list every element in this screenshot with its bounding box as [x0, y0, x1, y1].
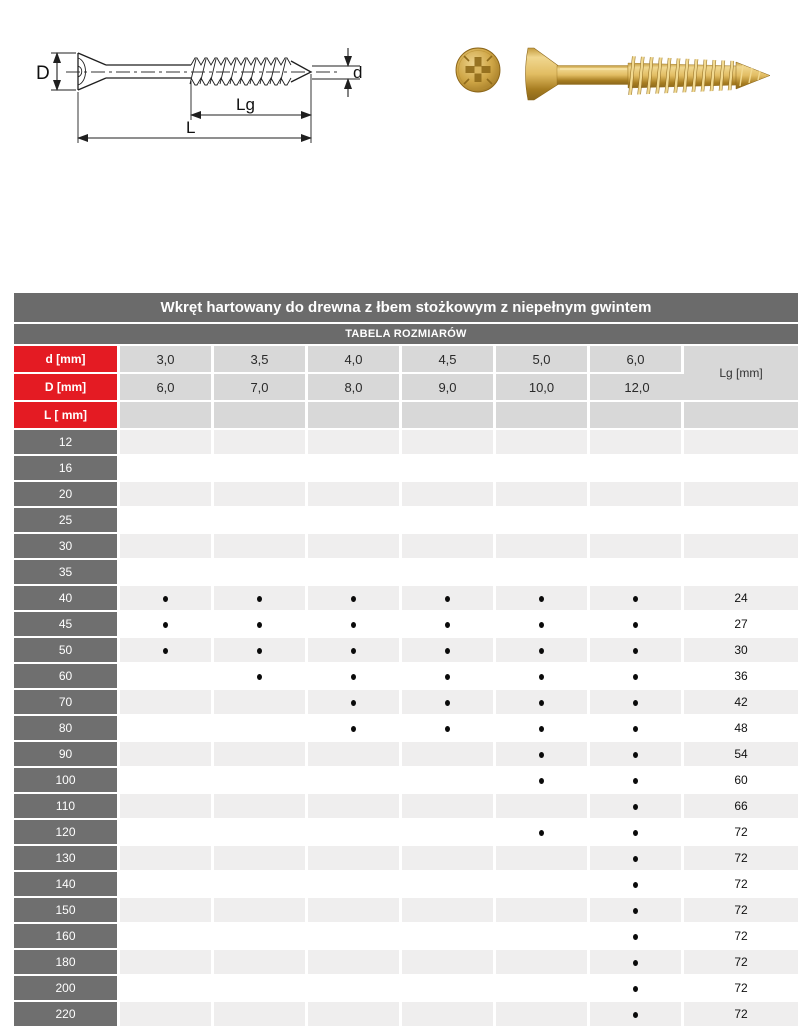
row-header-d: d [mm]: [14, 344, 120, 372]
dot-cell: [214, 1000, 308, 1026]
availability-dot: [351, 726, 356, 732]
dot-cell: [402, 688, 496, 714]
dot-cell: [214, 896, 308, 922]
dot-cell: [120, 714, 214, 740]
row-label: 60: [14, 662, 120, 688]
dot-cell: [120, 506, 214, 532]
product-photo: [440, 35, 790, 115]
d-value: 3,5: [214, 344, 308, 372]
d-value: 5,0: [496, 344, 590, 372]
technical-drawing: [18, 28, 368, 158]
availability-dot: [633, 856, 638, 862]
dot-cell: [308, 662, 402, 688]
availability-dot: [633, 778, 638, 784]
row-label: 20: [14, 480, 120, 506]
availability-dot: [633, 804, 638, 810]
dot-cell: [214, 844, 308, 870]
availability-dot: [445, 596, 450, 602]
table-row: [14, 454, 798, 480]
dot-cell: [590, 740, 684, 766]
dot-cell: [496, 870, 590, 896]
table-row: [14, 714, 798, 740]
dot-cell: [120, 870, 214, 896]
availability-dot: [539, 648, 544, 654]
dot-cell: [308, 922, 402, 948]
availability-dot: [633, 700, 638, 706]
dot-cell: [120, 688, 214, 714]
table-row: [14, 974, 798, 1000]
availability-dot: [445, 622, 450, 628]
table-row: [14, 740, 798, 766]
row-label: 100: [14, 766, 120, 792]
table-row: [14, 948, 798, 974]
table-row: [14, 870, 798, 896]
dot-cell: [590, 662, 684, 688]
dot-cell: [214, 610, 308, 636]
size-table-body: [14, 428, 798, 1026]
dot-cell: [308, 792, 402, 818]
availability-dot: [539, 700, 544, 706]
lg-cell: 72: [684, 818, 798, 844]
row-label: 220: [14, 1000, 120, 1026]
row-label: 90: [14, 740, 120, 766]
table-row: [14, 766, 798, 792]
dot-cell: [402, 636, 496, 662]
dot-cell: [590, 532, 684, 558]
dot-cell: [590, 870, 684, 896]
row-label: 30: [14, 532, 120, 558]
dot-cell: [590, 844, 684, 870]
availability-dot: [257, 674, 262, 680]
dot-cell: [402, 454, 496, 480]
D-value: 12,0: [590, 372, 684, 400]
dot-cell: [402, 584, 496, 610]
table-subtitle: TABELA ROZMIARÓW: [14, 324, 798, 344]
dot-cell: [590, 896, 684, 922]
dot-cell: [590, 636, 684, 662]
availability-dot: [539, 752, 544, 758]
dot-cell: [590, 558, 684, 584]
empty-header-cell: [496, 400, 590, 428]
empty-header-cell: [214, 400, 308, 428]
dot-cell: [402, 870, 496, 896]
D-value: 8,0: [308, 372, 402, 400]
dot-cell: [214, 714, 308, 740]
dot-cell: [590, 766, 684, 792]
table-row: [14, 896, 798, 922]
dot-cell: [120, 974, 214, 1000]
row-label: 40: [14, 584, 120, 610]
size-table-grid: [14, 344, 798, 1026]
dot-cell: [496, 662, 590, 688]
table-row: [14, 792, 798, 818]
lg-cell: 72: [684, 844, 798, 870]
dot-cell: [214, 792, 308, 818]
lg-cell: [684, 558, 798, 584]
dot-cell: [590, 428, 684, 454]
dim-label-L: L: [186, 118, 196, 137]
screw-side-view: [526, 48, 771, 100]
row-label: 45: [14, 610, 120, 636]
dot-cell: [402, 766, 496, 792]
dot-cell: [402, 662, 496, 688]
dot-cell: [402, 740, 496, 766]
dot-cell: [590, 714, 684, 740]
screw-outline-side: [66, 53, 338, 90]
availability-dot: [539, 726, 544, 732]
D-value: 6,0: [120, 372, 214, 400]
dot-cell: [496, 792, 590, 818]
dimension-L: [78, 92, 311, 143]
table-row: [14, 584, 798, 610]
availability-dot: [163, 596, 168, 602]
dot-cell: [590, 584, 684, 610]
availability-dot: [633, 596, 638, 602]
dot-cell: [308, 610, 402, 636]
table-row: [14, 506, 798, 532]
d-value: 4,5: [402, 344, 496, 372]
table-row: [14, 662, 798, 688]
lg-cell: 48: [684, 714, 798, 740]
lg-cell: 24: [684, 584, 798, 610]
dot-cell: [590, 792, 684, 818]
dot-cell: [496, 610, 590, 636]
dot-cell: [402, 896, 496, 922]
availability-dot: [257, 596, 262, 602]
availability-dot: [633, 1012, 638, 1018]
row-label: 50: [14, 636, 120, 662]
dot-cell: [214, 870, 308, 896]
lg-cell: [684, 454, 798, 480]
lg-cell: 72: [684, 896, 798, 922]
dot-cell: [496, 1000, 590, 1026]
availability-dot: [351, 700, 356, 706]
D-value: 10,0: [496, 372, 590, 400]
lg-cell: [684, 532, 798, 558]
dot-cell: [308, 870, 402, 896]
dot-cell: [214, 532, 308, 558]
lg-cell: 72: [684, 1000, 798, 1026]
dot-cell: [496, 948, 590, 974]
table-row: [14, 532, 798, 558]
dot-cell: [120, 896, 214, 922]
dot-cell: [308, 844, 402, 870]
dot-cell: [308, 558, 402, 584]
dim-label-Lg: Lg: [236, 95, 255, 114]
dimension-d: [312, 48, 362, 97]
availability-dot: [163, 622, 168, 628]
dimension-D: [36, 53, 76, 90]
dot-cell: [214, 948, 308, 974]
dot-cell: [308, 688, 402, 714]
dot-cell: [496, 766, 590, 792]
dim-label-d: d: [353, 63, 363, 82]
dot-cell: [496, 584, 590, 610]
dot-cell: [590, 454, 684, 480]
lg-cell: [684, 506, 798, 532]
row-label: 110: [14, 792, 120, 818]
row-label: 120: [14, 818, 120, 844]
dot-cell: [120, 610, 214, 636]
availability-dot: [351, 674, 356, 680]
D-value: 9,0: [402, 372, 496, 400]
dot-cell: [120, 584, 214, 610]
empty-header-cell: [120, 400, 214, 428]
dot-cell: [308, 714, 402, 740]
dot-cell: [496, 896, 590, 922]
availability-dot: [163, 648, 168, 654]
availability-dot: [445, 674, 450, 680]
d-header-row: [14, 344, 798, 372]
dot-cell: [496, 740, 590, 766]
col-header-lg: Lg [mm]: [684, 344, 798, 400]
dot-cell: [214, 480, 308, 506]
lg-cell: 72: [684, 922, 798, 948]
lg-cell: 30: [684, 636, 798, 662]
availability-dot: [633, 648, 638, 654]
row-label: 70: [14, 688, 120, 714]
dot-cell: [496, 428, 590, 454]
availability-dot: [539, 674, 544, 680]
dot-cell: [402, 1000, 496, 1026]
dot-cell: [590, 818, 684, 844]
availability-dot: [633, 622, 638, 628]
availability-dot: [539, 778, 544, 784]
row-label: 180: [14, 948, 120, 974]
dot-cell: [214, 662, 308, 688]
availability-dot: [257, 648, 262, 654]
lg-cell: [684, 480, 798, 506]
dot-cell: [402, 558, 496, 584]
empty-header-cell: [590, 400, 684, 428]
dot-cell: [214, 506, 308, 532]
dot-cell: [214, 766, 308, 792]
d-value: 3,0: [120, 344, 214, 372]
dot-cell: [402, 506, 496, 532]
availability-dot: [351, 596, 356, 602]
dot-cell: [120, 636, 214, 662]
dot-cell: [496, 844, 590, 870]
dot-cell: [120, 766, 214, 792]
dot-cell: [590, 1000, 684, 1026]
dot-cell: [120, 844, 214, 870]
dot-cell: [308, 480, 402, 506]
row-header-L: L [ mm]: [14, 400, 120, 428]
dot-cell: [120, 662, 214, 688]
table-title: Wkręt hartowany do drewna z łbem stożkowym z niepełnym gwintem: [14, 293, 798, 322]
dot-cell: [496, 480, 590, 506]
lg-cell: 36: [684, 662, 798, 688]
dot-cell: [590, 948, 684, 974]
row-label: 160: [14, 922, 120, 948]
lg-cell: 72: [684, 948, 798, 974]
dot-cell: [402, 844, 496, 870]
dot-cell: [120, 532, 214, 558]
availability-dot: [445, 726, 450, 732]
availability-dot: [633, 934, 638, 940]
dot-cell: [120, 1000, 214, 1026]
dot-cell: [496, 714, 590, 740]
d-value: 6,0: [590, 344, 684, 372]
table-row: [14, 558, 798, 584]
availability-dot: [633, 960, 638, 966]
dot-cell: [402, 532, 496, 558]
dot-cell: [496, 558, 590, 584]
availability-dot: [445, 648, 450, 654]
dim-label-D: D: [36, 63, 50, 84]
dot-cell: [402, 974, 496, 1000]
dot-cell: [496, 454, 590, 480]
dot-cell: [496, 636, 590, 662]
D-value: 7,0: [214, 372, 308, 400]
row-header-D: D [mm]: [14, 372, 120, 400]
row-label: 80: [14, 714, 120, 740]
availability-dot: [633, 726, 638, 732]
dot-cell: [120, 948, 214, 974]
lg-cell: 42: [684, 688, 798, 714]
dot-cell: [496, 974, 590, 1000]
D-header-row: [14, 372, 798, 400]
lg-cell: [684, 428, 798, 454]
dot-cell: [120, 922, 214, 948]
dot-cell: [308, 896, 402, 922]
table-row: [14, 688, 798, 714]
dot-cell: [120, 792, 214, 818]
availability-dot: [633, 752, 638, 758]
row-label: 130: [14, 844, 120, 870]
row-label: 150: [14, 896, 120, 922]
availability-dot: [445, 700, 450, 706]
L-header-row: [14, 400, 798, 428]
row-label: 12: [14, 428, 120, 454]
lg-cell: 72: [684, 870, 798, 896]
dot-cell: [308, 584, 402, 610]
availability-dot: [351, 622, 356, 628]
dot-cell: [214, 818, 308, 844]
availability-dot: [351, 648, 356, 654]
dot-cell: [214, 974, 308, 1000]
dot-cell: [308, 636, 402, 662]
dot-cell: [402, 610, 496, 636]
dot-cell: [308, 948, 402, 974]
dot-cell: [214, 636, 308, 662]
dot-cell: [590, 688, 684, 714]
dot-cell: [308, 532, 402, 558]
dot-cell: [308, 818, 402, 844]
dot-cell: [120, 740, 214, 766]
dot-cell: [214, 584, 308, 610]
dot-cell: [214, 922, 308, 948]
row-label: 16: [14, 454, 120, 480]
lg-cell: 66: [684, 792, 798, 818]
availability-dot: [633, 830, 638, 836]
dot-cell: [308, 454, 402, 480]
dot-cell: [402, 792, 496, 818]
dot-cell: [402, 714, 496, 740]
dot-cell: [120, 480, 214, 506]
dot-cell: [308, 506, 402, 532]
dot-cell: [590, 922, 684, 948]
dot-cell: [402, 818, 496, 844]
table-row: [14, 922, 798, 948]
dot-cell: [590, 506, 684, 532]
dot-cell: [402, 428, 496, 454]
dot-cell: [590, 610, 684, 636]
table-row: [14, 844, 798, 870]
dot-cell: [590, 480, 684, 506]
dot-cell: [308, 766, 402, 792]
availability-dot: [539, 596, 544, 602]
table-row: [14, 428, 798, 454]
lg-cell: 72: [684, 974, 798, 1000]
empty-header-cell: [402, 400, 496, 428]
empty-header-cell: [684, 400, 798, 428]
availability-dot: [633, 986, 638, 992]
dot-cell: [214, 558, 308, 584]
dot-cell: [214, 454, 308, 480]
dot-cell: [496, 688, 590, 714]
table-row: [14, 480, 798, 506]
dot-cell: [120, 558, 214, 584]
dot-cell: [120, 428, 214, 454]
dot-cell: [214, 740, 308, 766]
availability-dot: [633, 674, 638, 680]
row-label: 35: [14, 558, 120, 584]
dot-cell: [402, 948, 496, 974]
dot-cell: [308, 428, 402, 454]
lg-cell: 60: [684, 766, 798, 792]
lg-cell: 54: [684, 740, 798, 766]
row-label: 25: [14, 506, 120, 532]
dot-cell: [496, 818, 590, 844]
lg-cell: 27: [684, 610, 798, 636]
dot-cell: [496, 922, 590, 948]
availability-dot: [257, 622, 262, 628]
dot-cell: [214, 428, 308, 454]
d-value: 4,0: [308, 344, 402, 372]
dot-cell: [402, 480, 496, 506]
dot-cell: [496, 506, 590, 532]
size-table-header: [14, 344, 798, 428]
dot-cell: [496, 532, 590, 558]
availability-dot: [539, 830, 544, 836]
dot-cell: [214, 688, 308, 714]
empty-header-cell: [308, 400, 402, 428]
row-label: 140: [14, 870, 120, 896]
table-row: [14, 818, 798, 844]
table-row: [14, 610, 798, 636]
dot-cell: [308, 1000, 402, 1026]
dot-cell: [120, 818, 214, 844]
table-row: [14, 636, 798, 662]
dot-cell: [120, 454, 214, 480]
dot-cell: [590, 974, 684, 1000]
size-table: [14, 293, 798, 1026]
dot-cell: [402, 922, 496, 948]
dot-cell: [308, 974, 402, 1000]
row-label: 200: [14, 974, 120, 1000]
availability-dot: [633, 882, 638, 888]
dot-cell: [308, 740, 402, 766]
table-row: [14, 1000, 798, 1026]
availability-dot: [539, 622, 544, 628]
availability-dot: [633, 908, 638, 914]
screw-head-top-view: [456, 48, 500, 92]
